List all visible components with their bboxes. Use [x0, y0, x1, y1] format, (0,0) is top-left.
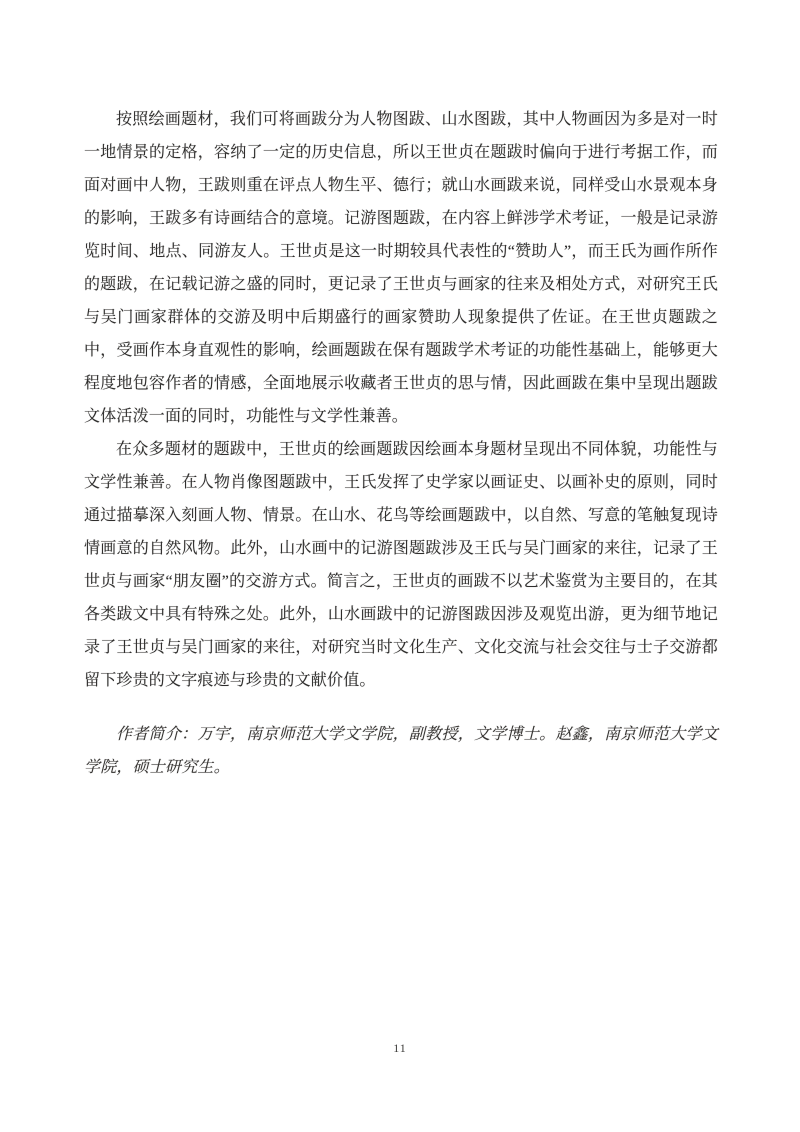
page-number: 11 — [393, 1041, 407, 1055]
paragraph-conclusion: 在众多题材的题跋中，王世贞的绘画题跋因绘画本身题材呈现出不同体貌，功能性与文学性兼善。在人物肖像图题跋中，王氏发挥了史学家以画证史、以画补史的原则，同时通过描摹深入刻画人物、情景。在山水、花鸟等绘画题跋中，以自然、写意的笔触复现诗情画意的自然风物。此外，山水画中的记游图题跋涉及王氏与吴门画家的来往，记录了王世贞与画家“朋友圈”的交游方式。简言之，王世贞的画跋不以艺术鉴赏为主要目的，在其各类跋文中具有特殊之处。此外，山水画跋中的记游图跋因涉及观览出游，更为细节地记录了王世贞与吴门画家的来往，对研究当时文化生产、文化交流与社会交往与士子交游都留下珍贵的文字痕迹与珍贵的文献价值。 — [84, 441, 718, 689]
author-bio: 作者简介：万宇，南京师范大学文学院，副教授，文学博士。赵鑫，南京师范大学文学院，硕士研究生。 — [84, 726, 718, 776]
document-body — [84, 103, 718, 784]
paragraph-painting-themes: 按照绘画题材，我们可将画跋分为人物图跋、山水图跋，其中人物画因为多是对一时一地情景的定格，容纳了一定的历史信息，所以王世贞在题跋时偏向于进行考据工作，而面对画中人物，王跋则重在评点人物生平、德行；就山水画跋来说，同样受山水景观本身的影响，王跋多有诗画结合的意境。记游图题跋，在内容上鲜涉学术考证，一般是记录游览时间、地点、同游友人。王世贞是这一时期较具代表性的“赞助人”，而王氏为画作所作的题跋，在记载记游之盛的同时，更记录了王世贞与画家的往来及相处方式，对研究王氏与吴门画家群体的交游及明中后期盛行的画家赞助人现象提供了佐证。在王世贞题跋之中，受画作本身直观性的影响，绘画题跋在保有题跋学术考证的功能性基础上，能够更大程度地包容作者的情感，全面地展示收藏者王世贞的思与情，因此画跋在集中呈现出题跋文体活泼一面的同时，功能性与文学性兼善。 — [84, 111, 718, 425]
